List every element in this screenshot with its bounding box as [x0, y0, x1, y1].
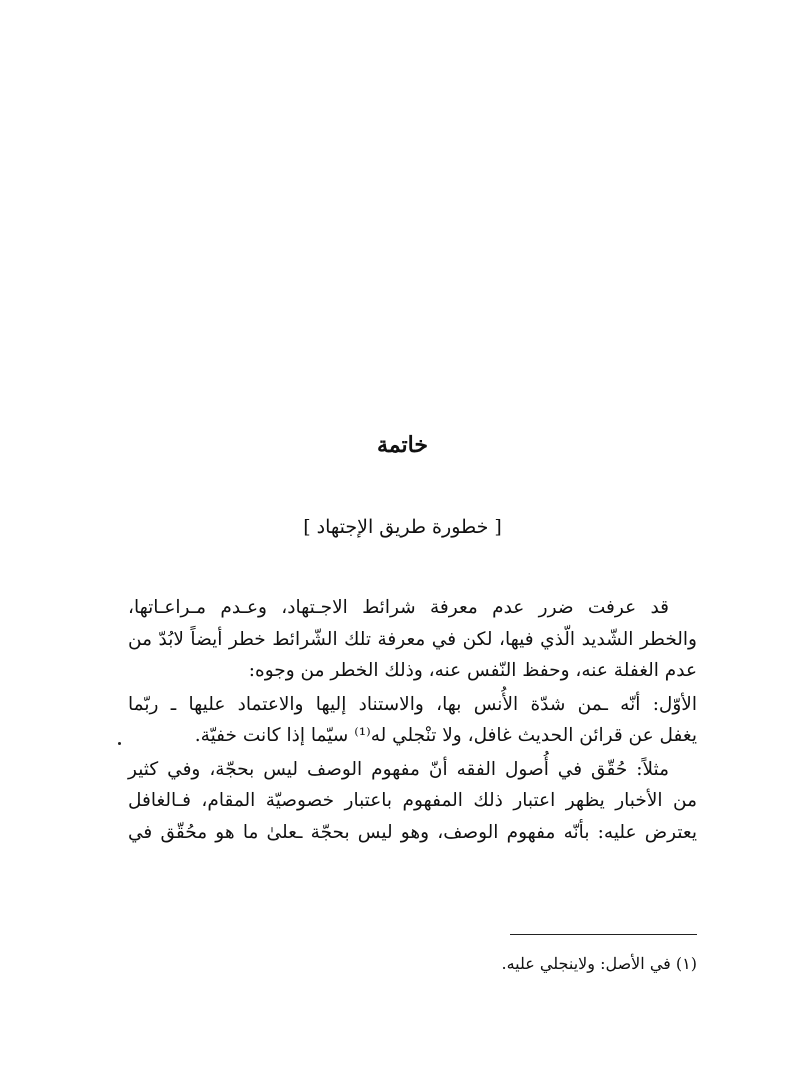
section-subtitle: [ خطورة طريق الإجتهاد ]: [303, 516, 502, 538]
footnote: (١) في الأصل: ولاينجلي عليه.: [501, 954, 697, 973]
text-line: من الأخبار يظهر اعتبار ذلك المفهوم باعتبار خصوصيّة المقام، فـالغافل: [128, 790, 697, 811]
margin-dot: [118, 742, 121, 745]
body-text: [128, 592, 697, 848]
page-title: خاتمة: [377, 432, 428, 458]
footnote-separator: [510, 934, 697, 935]
text-line: مثلاً: حُقّق في أُصول الفقه أنّ مفهوم الوصف ليس بحجّة، وفي كثير: [128, 758, 669, 780]
text-line: يعترض عليه: بأنّه مفهوم الوصف، وهو ليس بحجّة ـعلىٰ ما هو محُقّق في: [128, 821, 697, 843]
text-line: عدم الغفلة عنه، وحفظ النّفس عنه، وذلك الخطر من وجوه:: [248, 660, 697, 681]
text-line: والخطر الشّديد الّذي فيها، لكن في معرفة تلك الشّرائط خطر أيضاً لابُدّ من: [128, 628, 697, 650]
text-line: قد عرفت ضرر عدم معرفة شرائط الاجـتهاد، وعـدم مـراعـاتها،: [128, 597, 669, 618]
text-line: الأوّل: أنّه ـمن شدّة الأُنس بها، والاستناد إليها والاعتماد عليها ـ ربّما: [128, 693, 697, 715]
text-line: يغفل عن قرائن الحديث غافل، ولا تنْجلي له⁽¹⁾ سيّما إذا كانت خفيّة.: [194, 725, 697, 746]
